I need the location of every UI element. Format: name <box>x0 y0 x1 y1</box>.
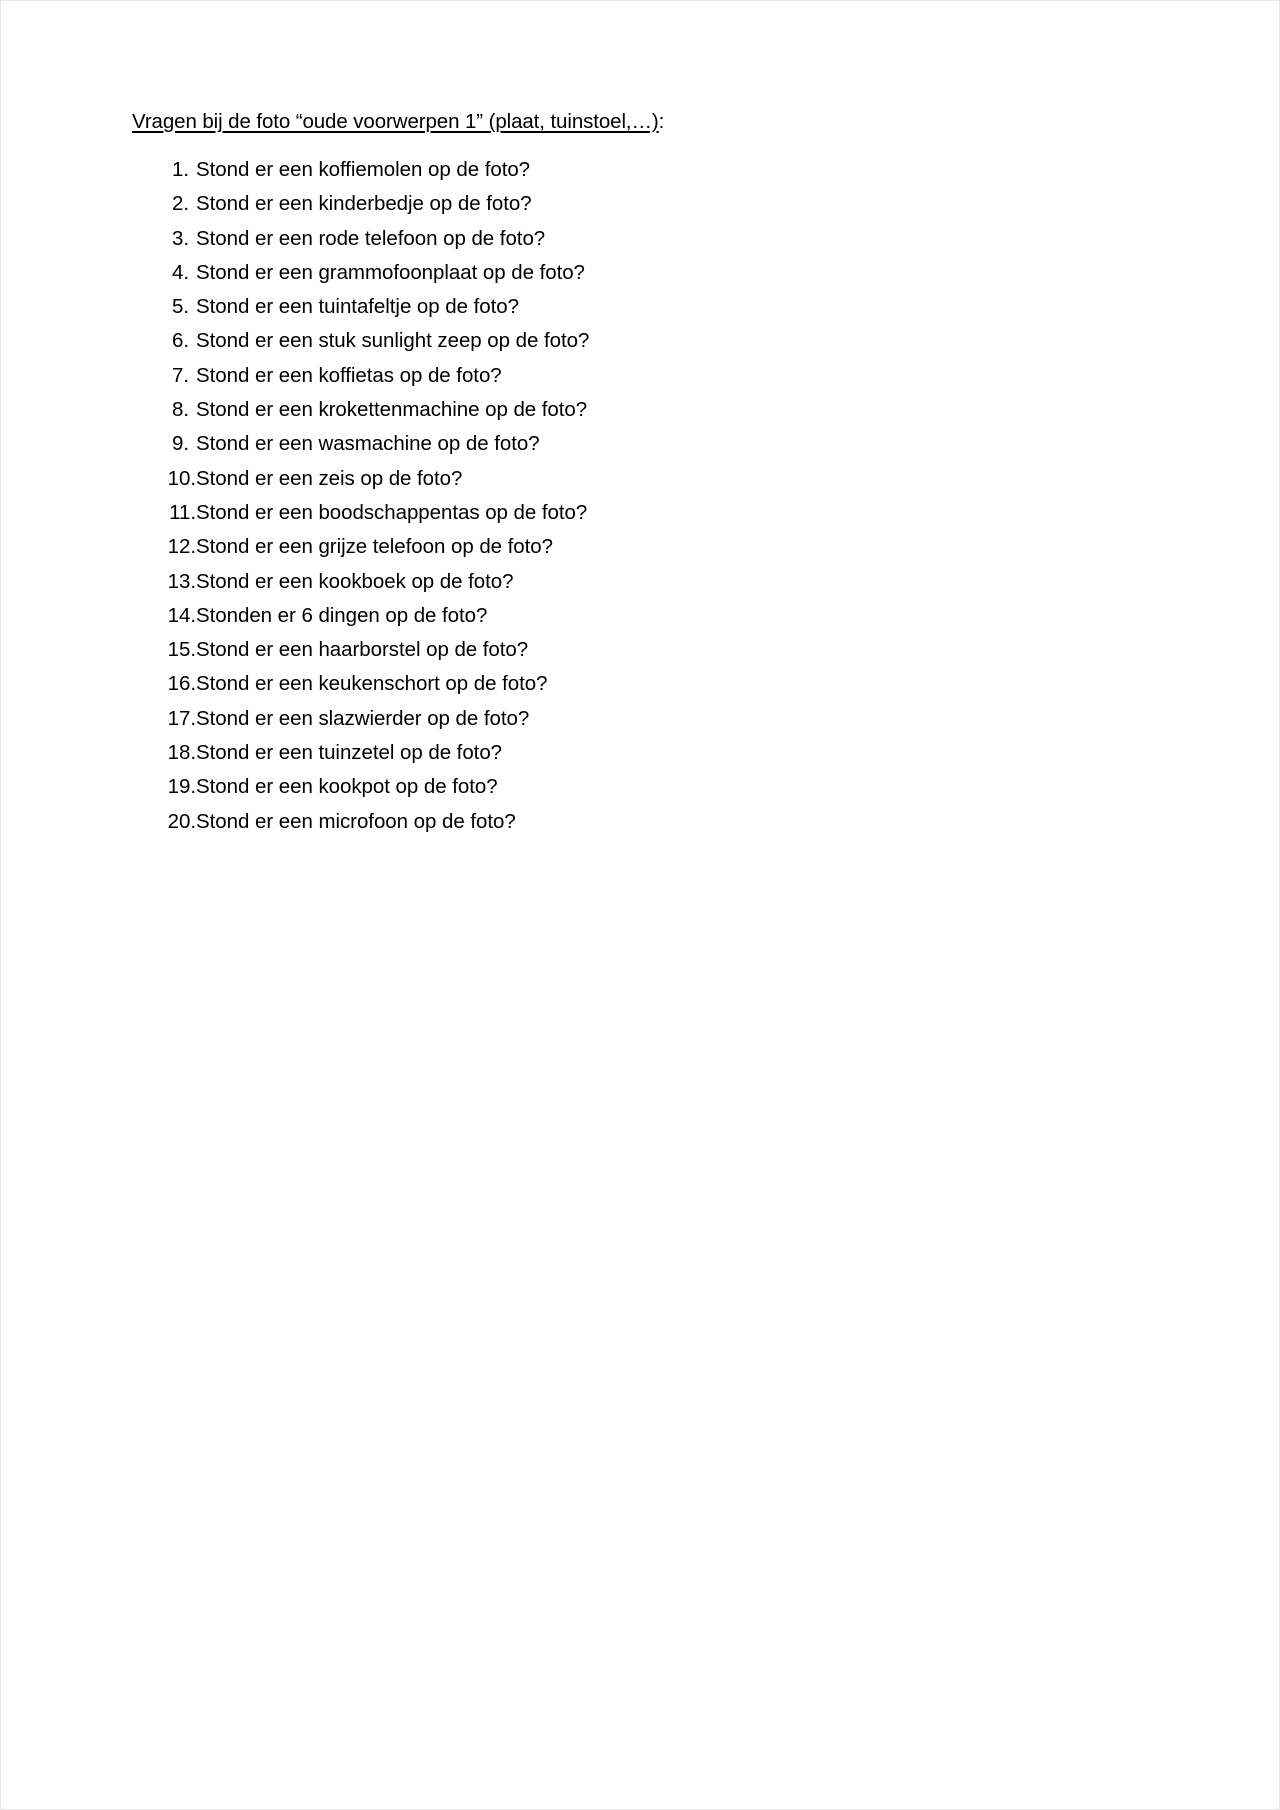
list-item <box>132 770 1152 804</box>
list-item <box>132 256 1152 290</box>
list-item <box>132 496 1152 530</box>
list-item <box>132 667 1152 701</box>
list-item-number: 15. <box>167 638 196 662</box>
list-item-text: Stond er een microfoon op de foto? <box>196 809 516 833</box>
list-item-number: 1. <box>172 158 189 181</box>
list-item-text: Stond er een wasmachine op de foto? <box>196 432 540 456</box>
list-item-text: Stond er een boodschappentas op de foto? <box>196 500 588 524</box>
list-item-text: Stonden er 6 dingen op de foto? <box>196 603 488 627</box>
list-item-number: 11. <box>169 500 196 524</box>
list-item-text: Stond er een grammofoonplaat op de foto? <box>196 260 585 284</box>
list-item-number: 8. <box>172 398 189 422</box>
list-item-number: 10. <box>167 466 196 490</box>
list-item-number: 13. <box>167 569 196 593</box>
list-item-text: Stond er een zeis op de foto? <box>196 466 463 490</box>
list-item-text: Stond er een slazwierder op de foto? <box>196 706 530 730</box>
list-item-text: Stond er een stuk sunlight zeep op de foto? <box>196 329 590 353</box>
list-item-text: Stond er een kookpot op de foto? <box>196 775 498 799</box>
list-item-number: 20. <box>167 809 196 833</box>
list-item <box>132 290 1152 324</box>
list-item-number: 3. <box>172 226 189 250</box>
list-item-number: 5. <box>172 295 189 319</box>
list-item-text: Stond er een koffietas op de foto? <box>196 363 502 387</box>
list-item-text: Stond er een grijze telefoon op de foto? <box>196 535 554 559</box>
list-item <box>132 599 1152 633</box>
list-item <box>132 462 1152 496</box>
list-item-text: Stond er een keukenschort op de foto? <box>196 672 548 696</box>
list-item-number: 14. <box>167 603 196 627</box>
list-item <box>132 153 1152 187</box>
list-item-number: 16. <box>167 672 196 696</box>
list-item <box>132 393 1152 427</box>
list-item <box>132 222 1152 256</box>
list-item <box>132 736 1152 770</box>
list-item-text: Stond er een koffiemolen op de foto? <box>196 158 531 181</box>
list-item-text: Stond er een tuintafeltje op de foto? <box>196 295 519 319</box>
list-item <box>132 359 1152 393</box>
questions-list <box>132 153 1152 839</box>
list-item-text: Stond er een kookboek op de foto? <box>196 569 514 593</box>
list-item-number: 7. <box>172 363 189 387</box>
page-title-colon: : <box>658 110 665 133</box>
list-item-number: 6. <box>172 329 189 353</box>
list-item-number: 18. <box>167 741 196 765</box>
list-item-text: Stond er een rode telefoon op de foto? <box>196 226 546 250</box>
list-item-text: Stond er een tuinzetel op de foto? <box>196 741 503 765</box>
list-item <box>132 805 1152 839</box>
list-item-number: 9. <box>172 432 189 456</box>
list-item-number: 19. <box>167 775 196 799</box>
list-item-number: 17. <box>167 706 196 730</box>
list-item <box>132 633 1152 667</box>
list-item <box>132 565 1152 599</box>
document-body <box>132 105 1152 839</box>
list-item <box>132 324 1152 358</box>
list-item-number: 2. <box>172 192 189 216</box>
list-item <box>132 187 1152 221</box>
list-item-text: Stond er een krokettenmachine op de foto? <box>196 398 588 422</box>
list-item <box>132 530 1152 564</box>
list-item-number: 4. <box>172 260 189 284</box>
list-item <box>132 427 1152 461</box>
list-item-text: Stond er een kinderbedje op de foto? <box>196 192 532 216</box>
list-item-number: 12. <box>167 535 196 559</box>
list-item-text: Stond er een haarborstel op de foto? <box>196 638 529 662</box>
page-title-underlined-text: Vragen bij de foto “oude voorwerpen 1” (plaat, tuinstoel,…) <box>132 110 659 133</box>
list-item <box>132 702 1152 736</box>
page-title <box>132 105 1152 139</box>
